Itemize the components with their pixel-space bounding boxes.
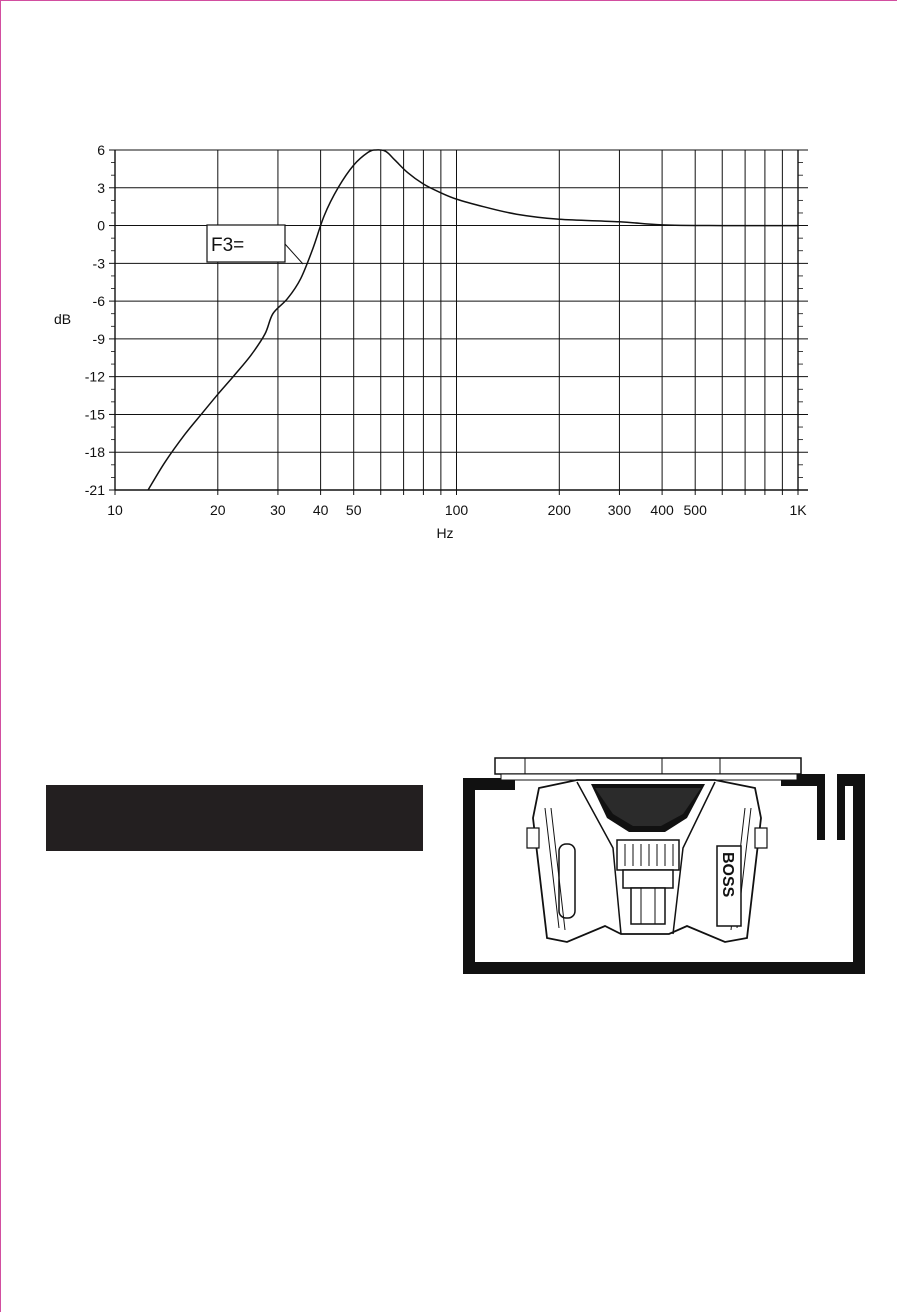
x-tick-label: 40 — [312, 502, 329, 518]
x-tick-label: 1K — [789, 502, 807, 518]
speaker-frame-top — [495, 758, 801, 774]
y-tick-label: -6 — [92, 293, 105, 310]
y-tick-label: 6 — [97, 142, 105, 158]
y-tick-label: -3 — [92, 255, 105, 272]
basket-left-slot — [559, 844, 575, 918]
subwoofer-enclosure-illustration — [455, 748, 875, 980]
y-tick-label: -9 — [92, 330, 105, 347]
x-tick-label: 50 — [345, 502, 362, 518]
y-tick-label: -12 — [84, 368, 105, 385]
y-axis-label: dB — [54, 311, 72, 327]
x-tick-label: 400 — [650, 502, 674, 518]
x-tick-label: 100 — [444, 502, 469, 518]
frequency-response-chart — [0, 0, 897, 560]
x-tick-label: 500 — [683, 502, 707, 518]
series-line-response — [148, 150, 798, 490]
x-tick-label: 20 — [210, 502, 226, 518]
f3-annotation-label: F3= — [211, 235, 245, 256]
heading-black-bar — [46, 785, 423, 851]
x-tick-label: 10 — [107, 502, 123, 518]
x-tick-label: 300 — [607, 502, 632, 518]
magnet-structure — [617, 840, 679, 870]
chart-tick-labels — [85, 142, 807, 518]
y-tick-label: 0 — [97, 217, 105, 234]
x-axis-label: Hz — [436, 525, 454, 541]
annotation-leader-line — [285, 244, 303, 264]
y-tick-label: -15 — [84, 406, 105, 423]
enclosure-port — [800, 774, 825, 840]
x-tick-label: 200 — [547, 502, 571, 518]
basket-logo-text: BOSS — [719, 852, 736, 898]
x-tick-label: 30 — [270, 502, 286, 518]
y-tick-label: -21 — [84, 482, 105, 498]
y-tick-label: 3 — [97, 179, 105, 196]
y-tick-label: -18 — [84, 444, 105, 461]
